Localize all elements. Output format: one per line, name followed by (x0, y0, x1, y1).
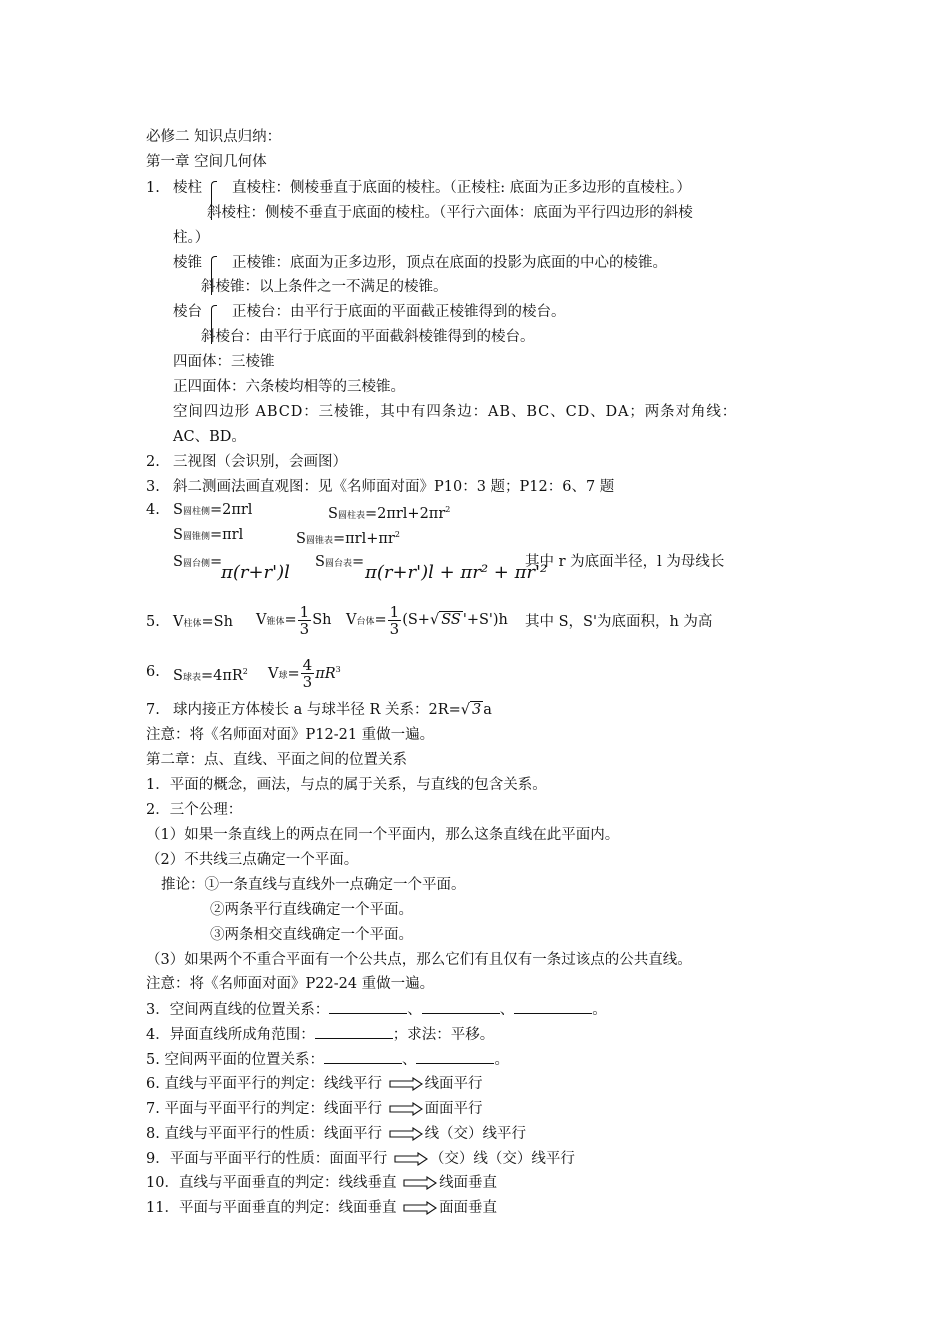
prism-oblique-def: 斜棱柱：侧棱不垂直于底面的棱柱。（平行六面体：底面为平行四边形的斜棱 (207, 205, 693, 221)
formula-frustum-side-label: S圆台侧= (173, 554, 223, 570)
answer-blank[interactable] (514, 999, 592, 1014)
corollary-3: ③两条相交直线确定一个平面。 (210, 927, 413, 943)
item6-number: 6. (146, 664, 160, 680)
implies-arrow-icon (389, 1127, 423, 1141)
rule-10: 10．直线与平面垂直的判定：线线垂直 线面垂直 (146, 1175, 498, 1191)
formula-cylinder-side: S圆柱侧=2πrl (173, 502, 253, 518)
item2-number: 2. (146, 454, 160, 470)
rule-6: 6. 直线与平面平行的判定：线线平行 线面平行 (146, 1076, 483, 1092)
chapter1-note: 注意：将《名师面对面》P12-21 重做一遍。 (146, 727, 435, 743)
pyramid-label: 棱锥 (173, 255, 202, 271)
chapter2-p1: 1．平面的概念，画法，与点的属于关系，与直线的包含关系。 (146, 777, 547, 793)
rule-9: 9．平面与平面平行的性质：面面平行 （交）线（交）线平行 (146, 1151, 575, 1167)
answer-blank[interactable] (315, 1024, 393, 1039)
item4-number: 4. (146, 502, 160, 518)
space-quadrilateral-def-cont: AC、BD。 (173, 429, 246, 445)
chapter2-p5: 5. 空间两平面的位置关系： 、 。 (146, 1049, 509, 1070)
regular-tetrahedron-def: 正四面体：六条棱均相等的三棱锥。 (173, 379, 405, 395)
prism-right-def: 直棱柱：侧棱垂直于底面的棱柱。（正棱柱: 底面为正多边形的直棱柱。） (232, 180, 691, 196)
answer-blank[interactable] (324, 1049, 402, 1064)
chapter1-title: 第一章 空间几何体 (146, 154, 267, 170)
formula-cone-total: S圆锥表$=\pi rl+\pi r^2$ (296, 530, 400, 547)
rule-11: 11．平面与平面垂直的判定：线面垂直 面面垂直 (146, 1200, 498, 1216)
formula-sphere-volume: V球= $\frac{4}{3}$ $\pi R^3$ (268, 656, 341, 692)
formula-frustum-total-label: S圆台表= (315, 554, 365, 570)
prism-label: 棱柱 (173, 180, 202, 196)
item5-number: 5. (146, 614, 160, 630)
formula-frustum-volume: V台体= $\frac{1}{3}$ (S+√ SS '+S')h (346, 602, 508, 638)
formula-frustum-side-expr: π(r+r')l (221, 562, 290, 583)
formula-item5-note: 其中 S，S'为底面积，h 为高 (525, 614, 713, 630)
item7-text: 球内接正方体棱长 a 与球半径 R 关系：2R=√ 3 a (173, 702, 492, 718)
item3-text: 斜二测画法画直观图：见《名师面对面》P10：3 题；P12：6、7 题 (173, 479, 615, 495)
prism-oblique-def-cont: 柱。） (173, 230, 210, 246)
formula-cylinder-total: S圆柱表$=2\pi rl+2\pi r^2$ (328, 505, 451, 522)
formula-prism-volume: V柱体=Sh (173, 614, 233, 630)
corollary-2: ②两条平行直线确定一个平面。 (210, 902, 413, 918)
implies-arrow-icon (389, 1077, 423, 1091)
answer-blank[interactable] (416, 1049, 494, 1064)
item3-number: 3. (146, 479, 160, 495)
chapter2-p4: 4．异面直线所成角范围： ；求法：平移。 (146, 1024, 494, 1045)
formula-sphere-area: S球表$=4\pi R^2$ (173, 667, 248, 684)
heading: 必修二 知识点归纳： (146, 129, 282, 145)
formula-pyramid-volume: V锥体= $\frac{1}{3}$ Sh (256, 602, 332, 638)
rule-7: 7. 平面与平面平行的判定：线面平行 面面平行 (146, 1101, 483, 1117)
pyramid-oblique-def: 斜棱锥：以上条件之一不满足的棱锥。 (201, 279, 448, 295)
frustum-oblique-def: 斜棱台：由平行于底面的平面截斜棱锥得到的棱台。 (201, 329, 535, 345)
tetrahedron-def: 四面体：三棱锥 (173, 354, 275, 370)
pyramid-regular-def: 正棱锥：底面为正多边形，顶点在底面的投影为底面的中心的棱锥。 (232, 255, 667, 271)
implies-arrow-icon (403, 1201, 437, 1215)
space-quadrilateral-def: 空间四边形 ABCD：三棱锥，其中有四条边：AB、BC、CD、DA；两条对角线： (173, 404, 738, 420)
corollary-1: 推论：①一条直线与直线外一点确定一个平面。 (161, 877, 466, 893)
answer-blank[interactable] (422, 999, 500, 1014)
frustum-regular-def: 正棱台：由平行于底面的平面截正棱锥得到的棱台。 (232, 304, 566, 320)
formula-item4-note: 其中 r 为底面半径，l 为母线长 (525, 554, 725, 570)
axiom-2: （2）不共线三点确定一个平面。 (146, 852, 359, 868)
formula-cone-side: S圆锥侧=πrl (173, 527, 244, 543)
answer-blank[interactable] (329, 999, 407, 1014)
formula-frustum-total-expr: π(r+r')l + πr² + πr'² (365, 562, 548, 583)
chapter2-title: 第二章：点、直线、平面之间的位置关系 (146, 752, 407, 768)
chapter2-p2: 2．三个公理： (146, 802, 243, 818)
frustum-label: 棱台 (173, 304, 202, 320)
item2-text: 三视图（会识别，会画图） (173, 454, 347, 470)
item1-number: 1. (146, 180, 160, 196)
rule-8: 8. 直线与平面平行的性质：线面平行 线（交）线平行 (146, 1126, 527, 1142)
chapter2-note: 注意：将《名师面对面》P22-24 重做一遍。 (146, 976, 435, 992)
item7-number: 7. (146, 702, 160, 718)
chapter2-p3: 3．空间两直线的位置关系： 、 、 。 (146, 999, 607, 1020)
implies-arrow-icon (389, 1102, 423, 1116)
axiom-1: （1）如果一条直线上的两点在同一个平面内，那么这条直线在此平面内。 (146, 827, 620, 843)
implies-arrow-icon (403, 1176, 437, 1190)
axiom-3: （3）如果两个不重合平面有一个公共点，那么它们有且仅有一条过该点的公共直线。 (146, 952, 692, 968)
implies-arrow-icon (394, 1152, 428, 1166)
